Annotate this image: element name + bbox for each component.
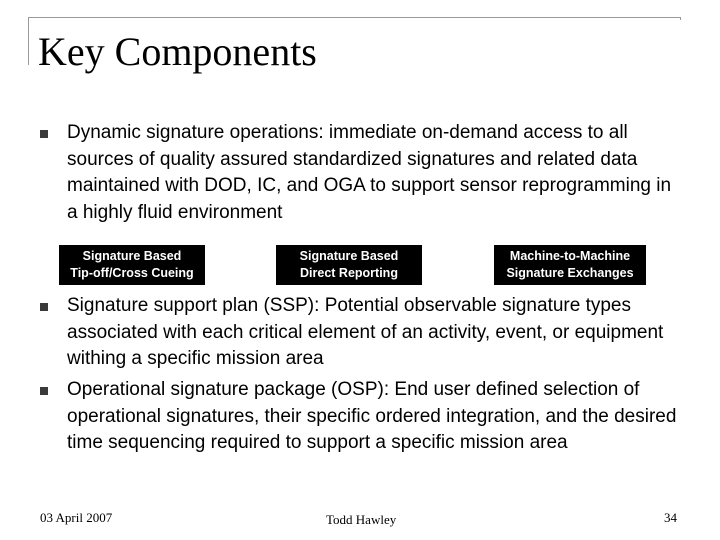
bullet-text: Operational signature package (OSP): End user defined selection of operational signatures, their specific ordered integration, and the desired time sequencing required to support a specific mission area [67, 379, 677, 453]
signature-box-direct-reporting [276, 245, 422, 285]
box-line1: Machine-to-Machine [509, 249, 631, 263]
footer-page-number: 34 [664, 510, 677, 525]
footer-date: 03 April 2007 [40, 510, 113, 525]
square-bullet-icon [40, 384, 48, 398]
square-bullet-icon [40, 300, 48, 314]
box-line1: Signature Based [299, 249, 399, 263]
slide-title: Key Components [38, 29, 317, 74]
title-frame-top [28, 17, 680, 18]
box-line2: Tip-off/Cross Cueing [70, 266, 194, 280]
title-frame-left [28, 17, 29, 65]
signature-box-tipoff [59, 245, 205, 285]
footer-author: Todd Hawley [326, 512, 397, 527]
bullet-text: Signature support plan (SSP): Potential observable signature types associated with each critical element of an activity, event, or equipment withing a specific mission area [67, 295, 664, 369]
box-line2: Signature Exchanges [506, 266, 634, 280]
bullet-text: Dynamic signature operations: immediate on-demand access to all sources of quality assured standardized signatures and related data maintained with DOD, IC, and OGA to support sensor reprogramming in a highly fluid environment [67, 122, 672, 223]
box-line1: Signature Based [82, 249, 182, 263]
square-bullet-icon [40, 127, 48, 141]
title-frame-right [680, 17, 681, 20]
signature-box-machine-to-machine [494, 245, 646, 285]
box-line2: Direct Reporting [300, 266, 398, 280]
